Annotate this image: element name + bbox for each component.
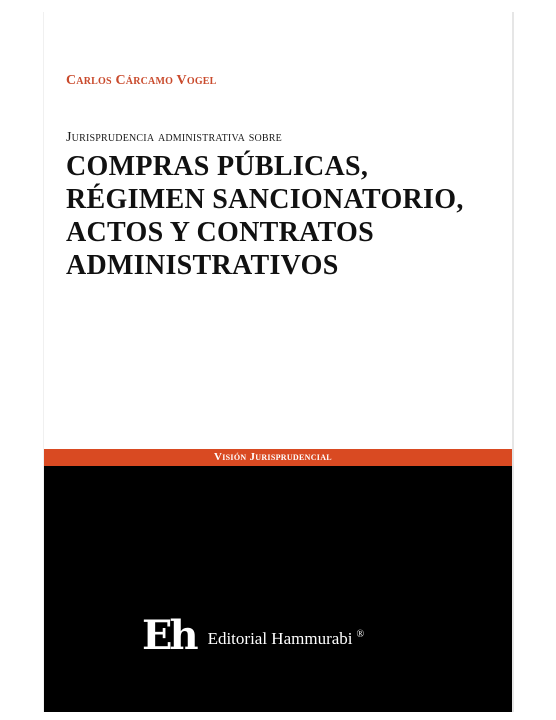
publisher-name: Editorial Hammurabi [207,629,353,648]
series-bar [44,449,512,466]
publisher [142,612,365,659]
title-line: ADMINISTRATIVOS [66,250,339,281]
subtitle: Jurisprudencia administrativa sobre [66,130,282,145]
series-label: Visión Jurisprudencial [214,451,332,463]
title-line: ACTOS Y CONTRATOS [66,217,374,248]
publisher-logo: Eh [142,612,196,659]
book-cover [44,12,512,712]
title-line: COMPRAS PÚBLICAS, [66,151,369,182]
publisher-band [44,466,512,712]
registered-mark: ® [356,628,365,640]
book-title [66,150,506,282]
title-line: RÉGIMEN SANCIONATORIO, [66,184,464,215]
author-name: Carlos Cárcamo Vogel [66,73,217,88]
